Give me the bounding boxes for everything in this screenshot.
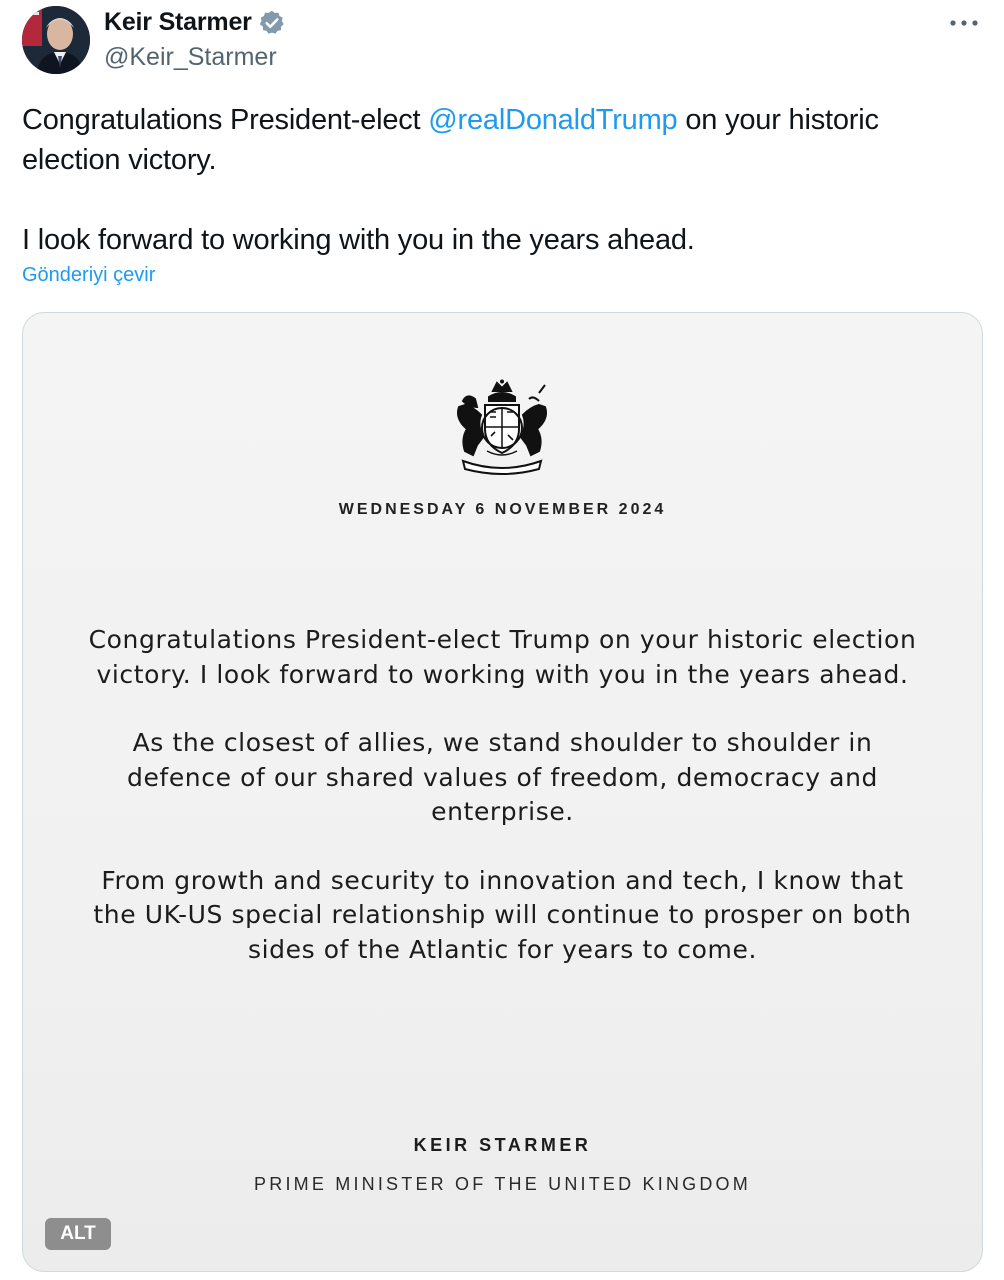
author-name-row[interactable] [104,8,286,37]
letter-paragraph: Congratulations President-elect Trump on your historic election victory. I look forward to working with you in the years ahead. [88,625,917,689]
avatar[interactable] [22,6,90,74]
translate-post-link[interactable]: Gönderiyi çevir [22,264,156,286]
verified-badge-icon [258,9,286,37]
royal-coat-of-arms-icon [447,379,557,475]
tweet-text-before-mention: Congratulations President-elect [22,104,429,136]
tweet-text-after-mention: on your historic election victory. [22,104,879,176]
letter-paragraph: As the closest of allies, we stand shoulder to shoulder in defence of our shared values of freedom, democracy and enterprise. [126,728,879,826]
author-name[interactable]: Keir Starmer [104,8,252,36]
media-image[interactable] [22,312,983,1272]
tweet-second-paragraph: I look forward to working with you in the years ahead. [22,224,695,256]
tweet-first-paragraph [22,100,982,180]
tweet-text [22,100,982,260]
letter-body [83,623,922,1001]
author-handle[interactable]: @Keir_Starmer [104,43,277,71]
avatar-photo [22,6,90,74]
signature-title: PRIME MINISTER OF THE UNITED KINGDOM [254,1174,751,1194]
letter-date: WEDNESDAY 6 NOVEMBER 2024 [338,501,667,518]
mention-link[interactable]: @realDonaldTrump [428,104,678,136]
alt-text-badge[interactable]: ALT [45,1218,111,1250]
signature-name: KEIR STARMER [413,1135,592,1155]
letter-paragraph: From growth and security to innovation and tech, I know that the UK-US special relationship will continue to prosper on both sides of the Atlantic for years to come. [93,865,912,964]
more-options-icon[interactable] [946,8,982,38]
paragraph-spacer [22,180,982,220]
